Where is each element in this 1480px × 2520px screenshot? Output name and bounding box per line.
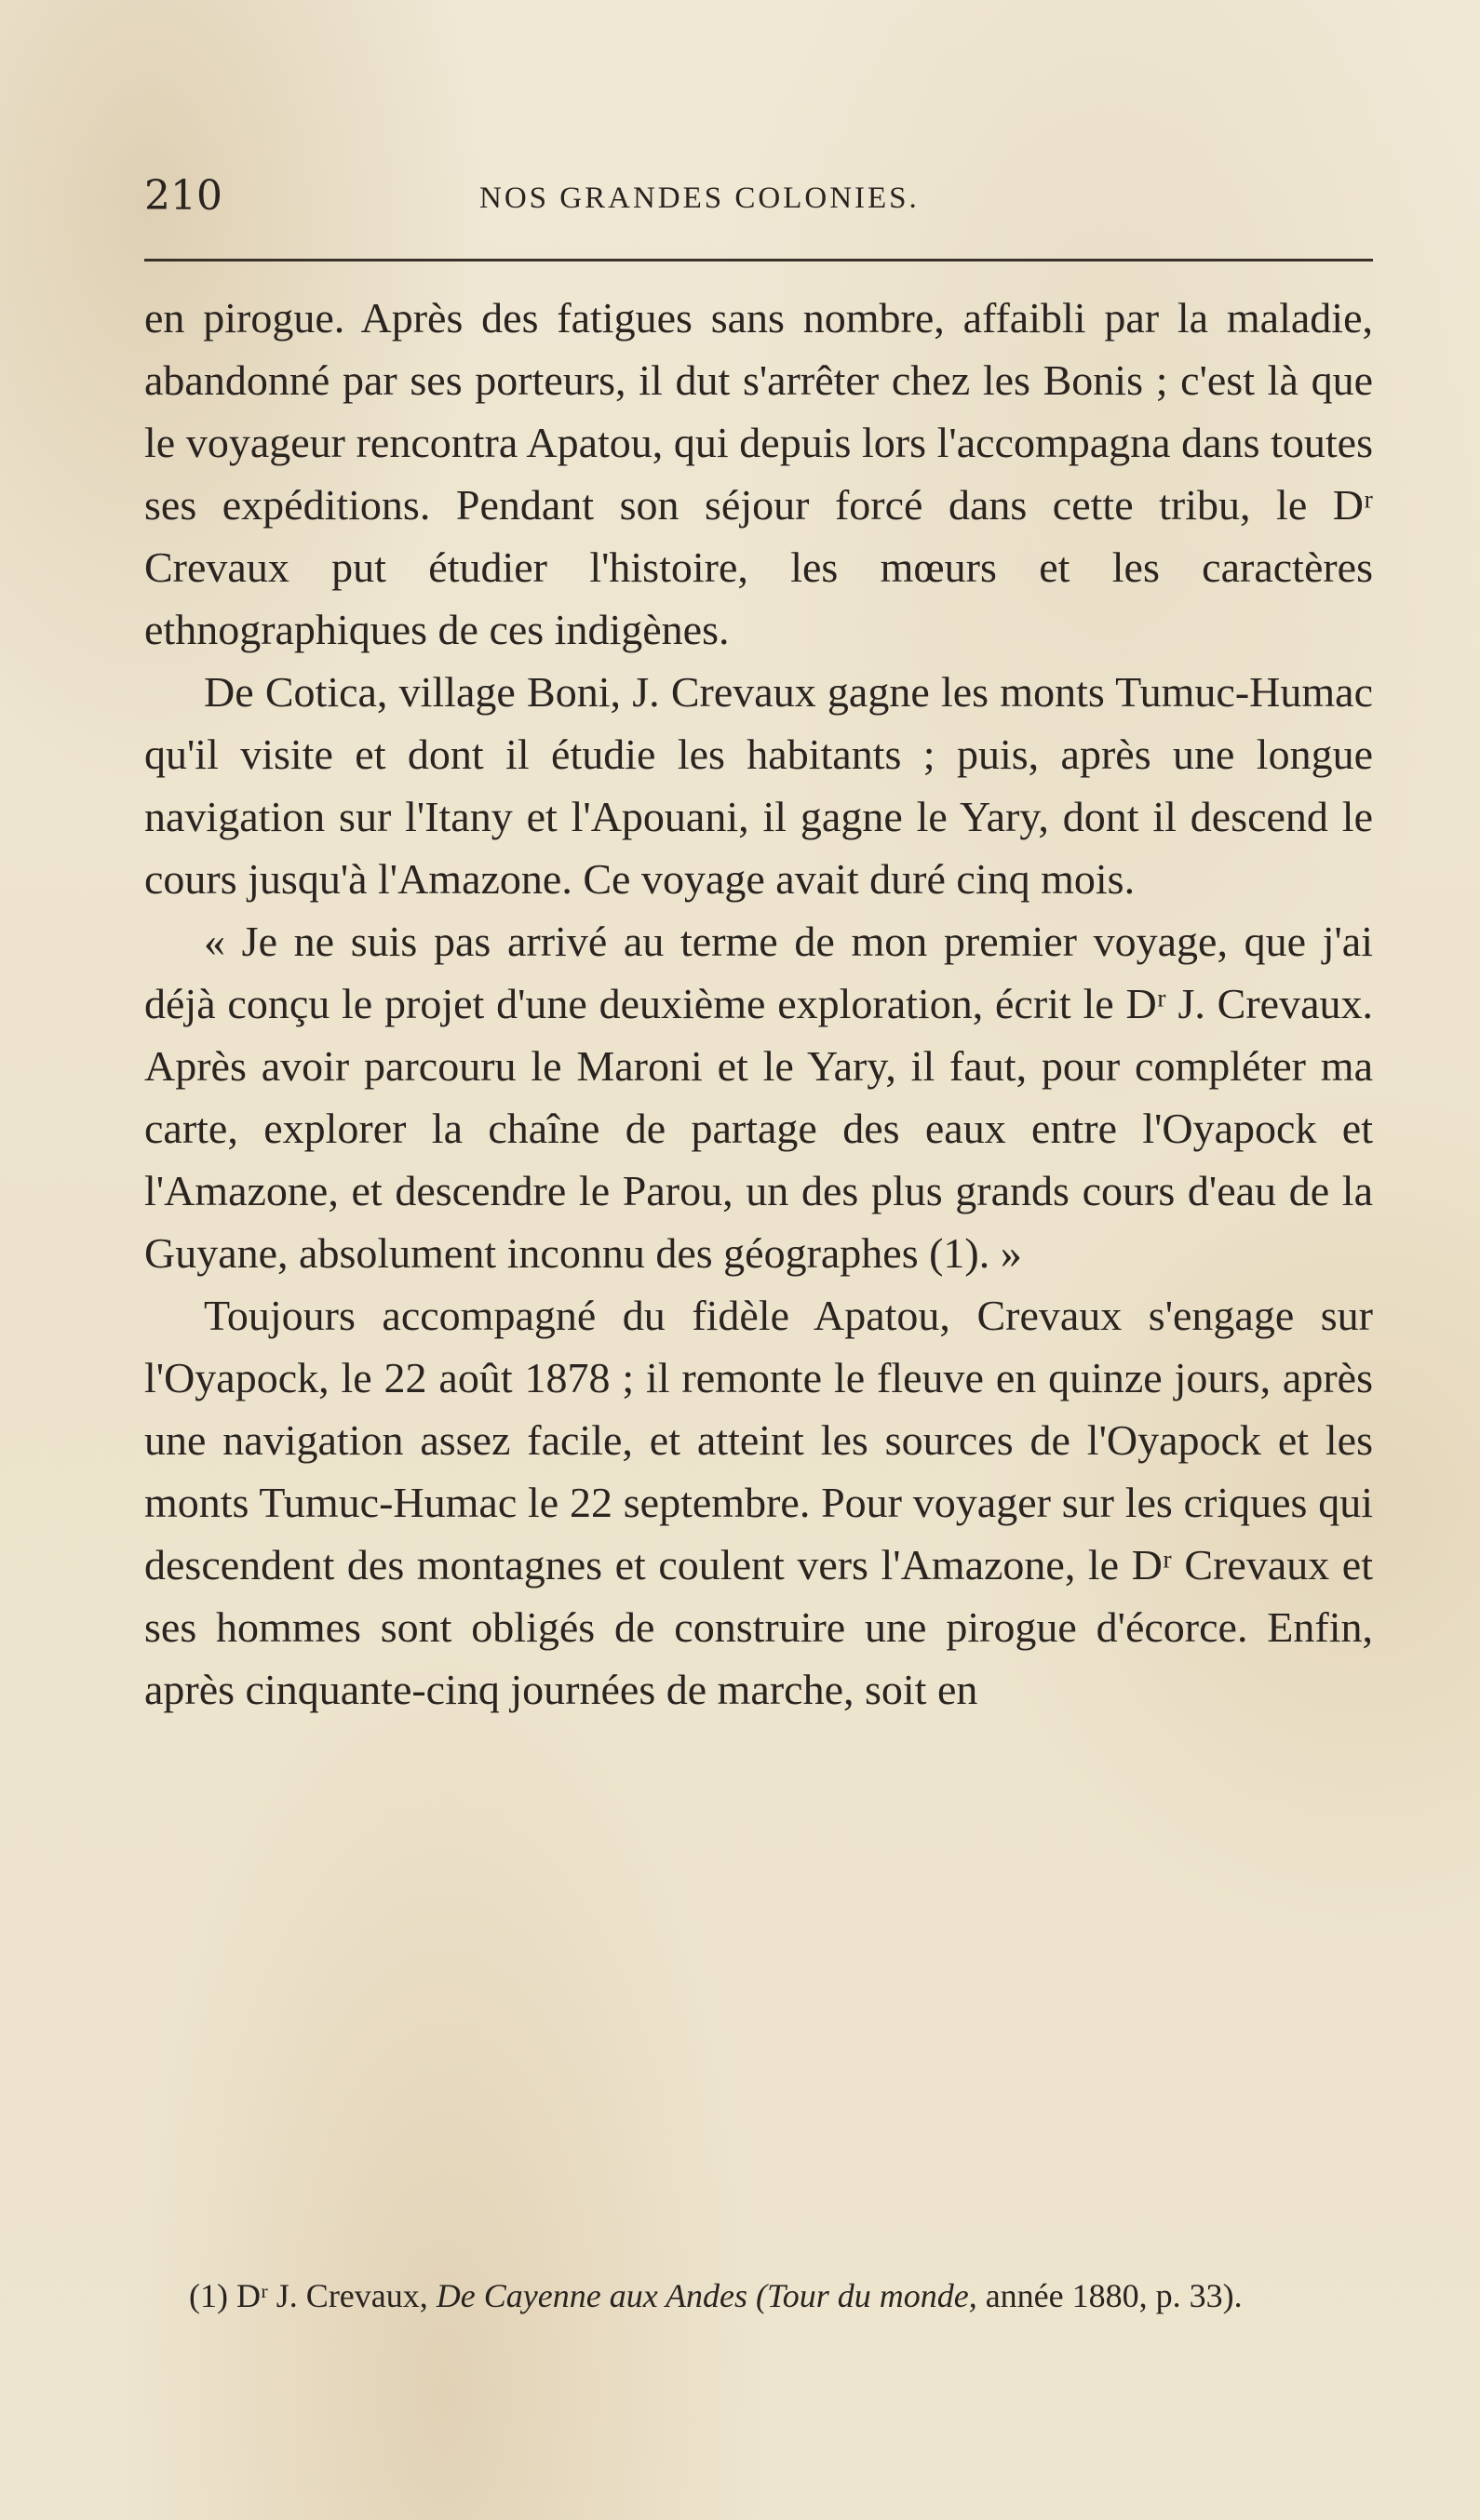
- footnote-marker: (1) Dʳ J. Crevaux,: [189, 2277, 428, 2314]
- footnote: [144, 2269, 1373, 2323]
- body-text: [144, 287, 1373, 1721]
- paragraph-1: en pirogue. Après des fatigues sans nombre, affaibli par la maladie, abandonné par ses porteurs, il dut s'arrêter chez les Bonis ; c'est là que le voyageur rencontra Apatou, qui depuis lors l'accompagna dans toutes ses expéditions. Pendant son séjour forcé dans cette tribu, le Dʳ Crevaux put étudier l'histoire, les mœurs et les caractères ethnographiques de ces indigènes.: [144, 294, 1373, 653]
- page-number: 210: [144, 172, 222, 220]
- paragraph-2: De Cotica, village Boni, J. Crevaux gagne les monts Tumuc-Humac qu'il visite et dont il étudie les habitants ; puis, après une longue navigation sur l'Itany et l'Apouani, il gagne le Yary, dont il descend le cours jusqu'à l'Amazone. Ce voyage avait duré cinq mois.: [144, 668, 1373, 903]
- footnote-book-title: De Cayenne aux Andes: [436, 2277, 747, 2314]
- footnote-year-page: année 1880, p. 33).: [985, 2277, 1243, 2314]
- footnote-text: [144, 2269, 1373, 2323]
- paragraph-3: « Je ne suis pas arrivé au terme de mon premier voyage, que j'ai déjà conçu le projet d'une deuxième exploration, écrit le Dʳ J. Crevaux. Après avoir parcouru le Maroni et le Yary, il faut, pour compléter ma carte, explorer la chaîne de partage des eaux entre l'Oyapock et l'Amazone, et descendre le Parou, un des plus grands cours d'eau de la Guyane, absolument inconnu des géographes (1). »: [144, 918, 1373, 1277]
- running-head: NOS GRANDES COLONIES.: [479, 181, 920, 215]
- footnote-journal: (Tour du monde,: [756, 2277, 977, 2314]
- paragraph-4: Toujours accompagné du fidèle Apatou, Crevaux s'engage sur l'Oyapock, le 22 août 1878 ; il remonte le fleuve en quinze jours, après une navigation assez facile, et atteint les sources de l'Oyapock et les monts Tumuc-Humac le 22 septembre. Pour voyager sur les criques qui descendent des montagnes et coulent vers l'Amazone, le Dʳ Crevaux et ses hommes sont obligés de construire une pirogue d'écorce. Enfin, après cinquante-cinq journées de marche, soit en: [144, 1292, 1373, 1713]
- header-rule: [144, 259, 1373, 261]
- page-header: [144, 172, 1373, 228]
